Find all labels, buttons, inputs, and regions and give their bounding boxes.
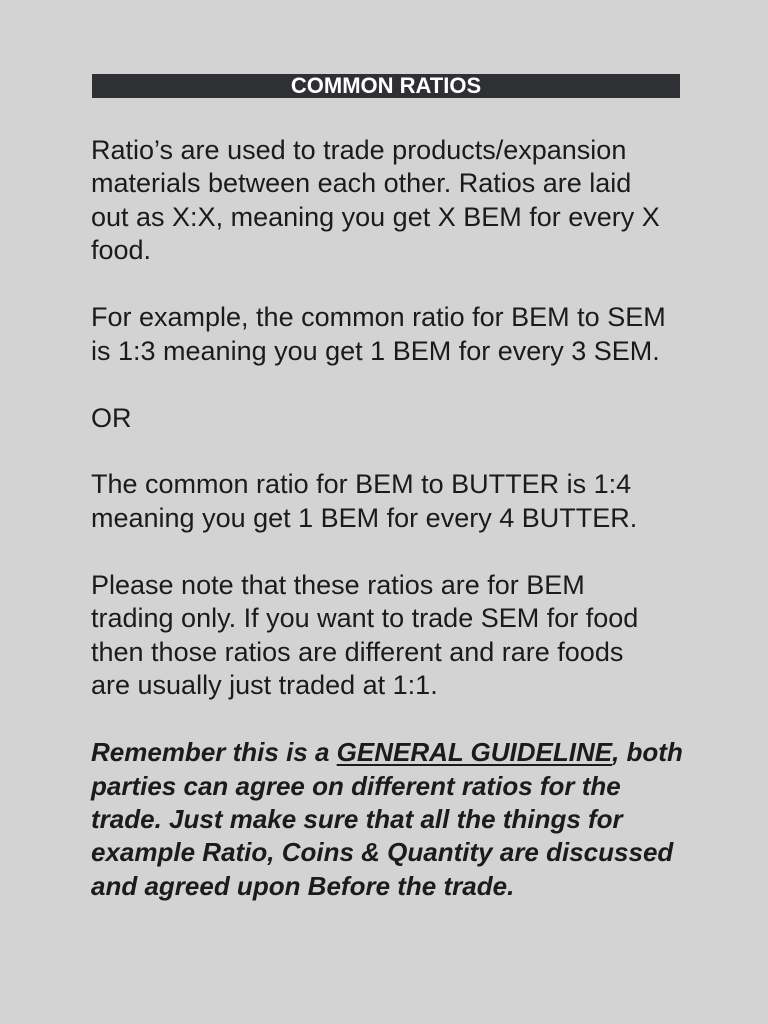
text-line: out as X:X, meaning you get X BEM for every X (91, 201, 660, 232)
text-line: are usually just traded at 1:1. (91, 670, 438, 701)
text-line: food. (91, 235, 152, 266)
paragraph-note (91, 569, 751, 703)
paragraph-intro (91, 134, 751, 268)
guideline-emphasis: GENERAL GUIDELINE (336, 737, 613, 768)
text-line: The common ratio for BEM to BUTTER is 1:4 (91, 469, 632, 500)
text-line: trading only. If you want to trade SEM for food (91, 603, 639, 634)
page-title: COMMON RATIOS (290, 73, 482, 98)
text-line: meaning you get 1 BEM for every 4 BUTTER. (91, 502, 638, 533)
text-line: Please note that these ratios are for BEM (91, 569, 585, 600)
text-line: example Ratio, Coins & Quantity are discussed (91, 837, 674, 868)
text-line: materials between each other. Ratios are laid (91, 168, 632, 199)
document-body (91, 134, 751, 937)
paragraph-example-sem (91, 301, 751, 368)
text-line: For example, the common ratio for BEM to SEM (91, 302, 666, 333)
paragraph-guideline (91, 736, 751, 903)
text-line: OR (91, 402, 132, 433)
guideline-suffix: , both (612, 737, 683, 768)
text-line (91, 736, 751, 769)
paragraph-or (91, 402, 751, 435)
guideline-prefix: Remember this is a (91, 737, 337, 768)
text-line: then those ratios are different and rare foods (91, 636, 624, 667)
text-line: trade. Just make sure that all the things for (91, 803, 623, 834)
title-bar (92, 74, 680, 98)
text-line: parties can agree on different ratios for the (91, 770, 621, 801)
paragraph-example-butter (91, 468, 751, 535)
text-line: Ratio’s are used to trade products/expansion (91, 135, 627, 165)
text-line: is 1:3 meaning you get 1 BEM for every 3 SEM. (91, 335, 660, 366)
text-line: and agreed upon Before the trade. (91, 870, 515, 901)
